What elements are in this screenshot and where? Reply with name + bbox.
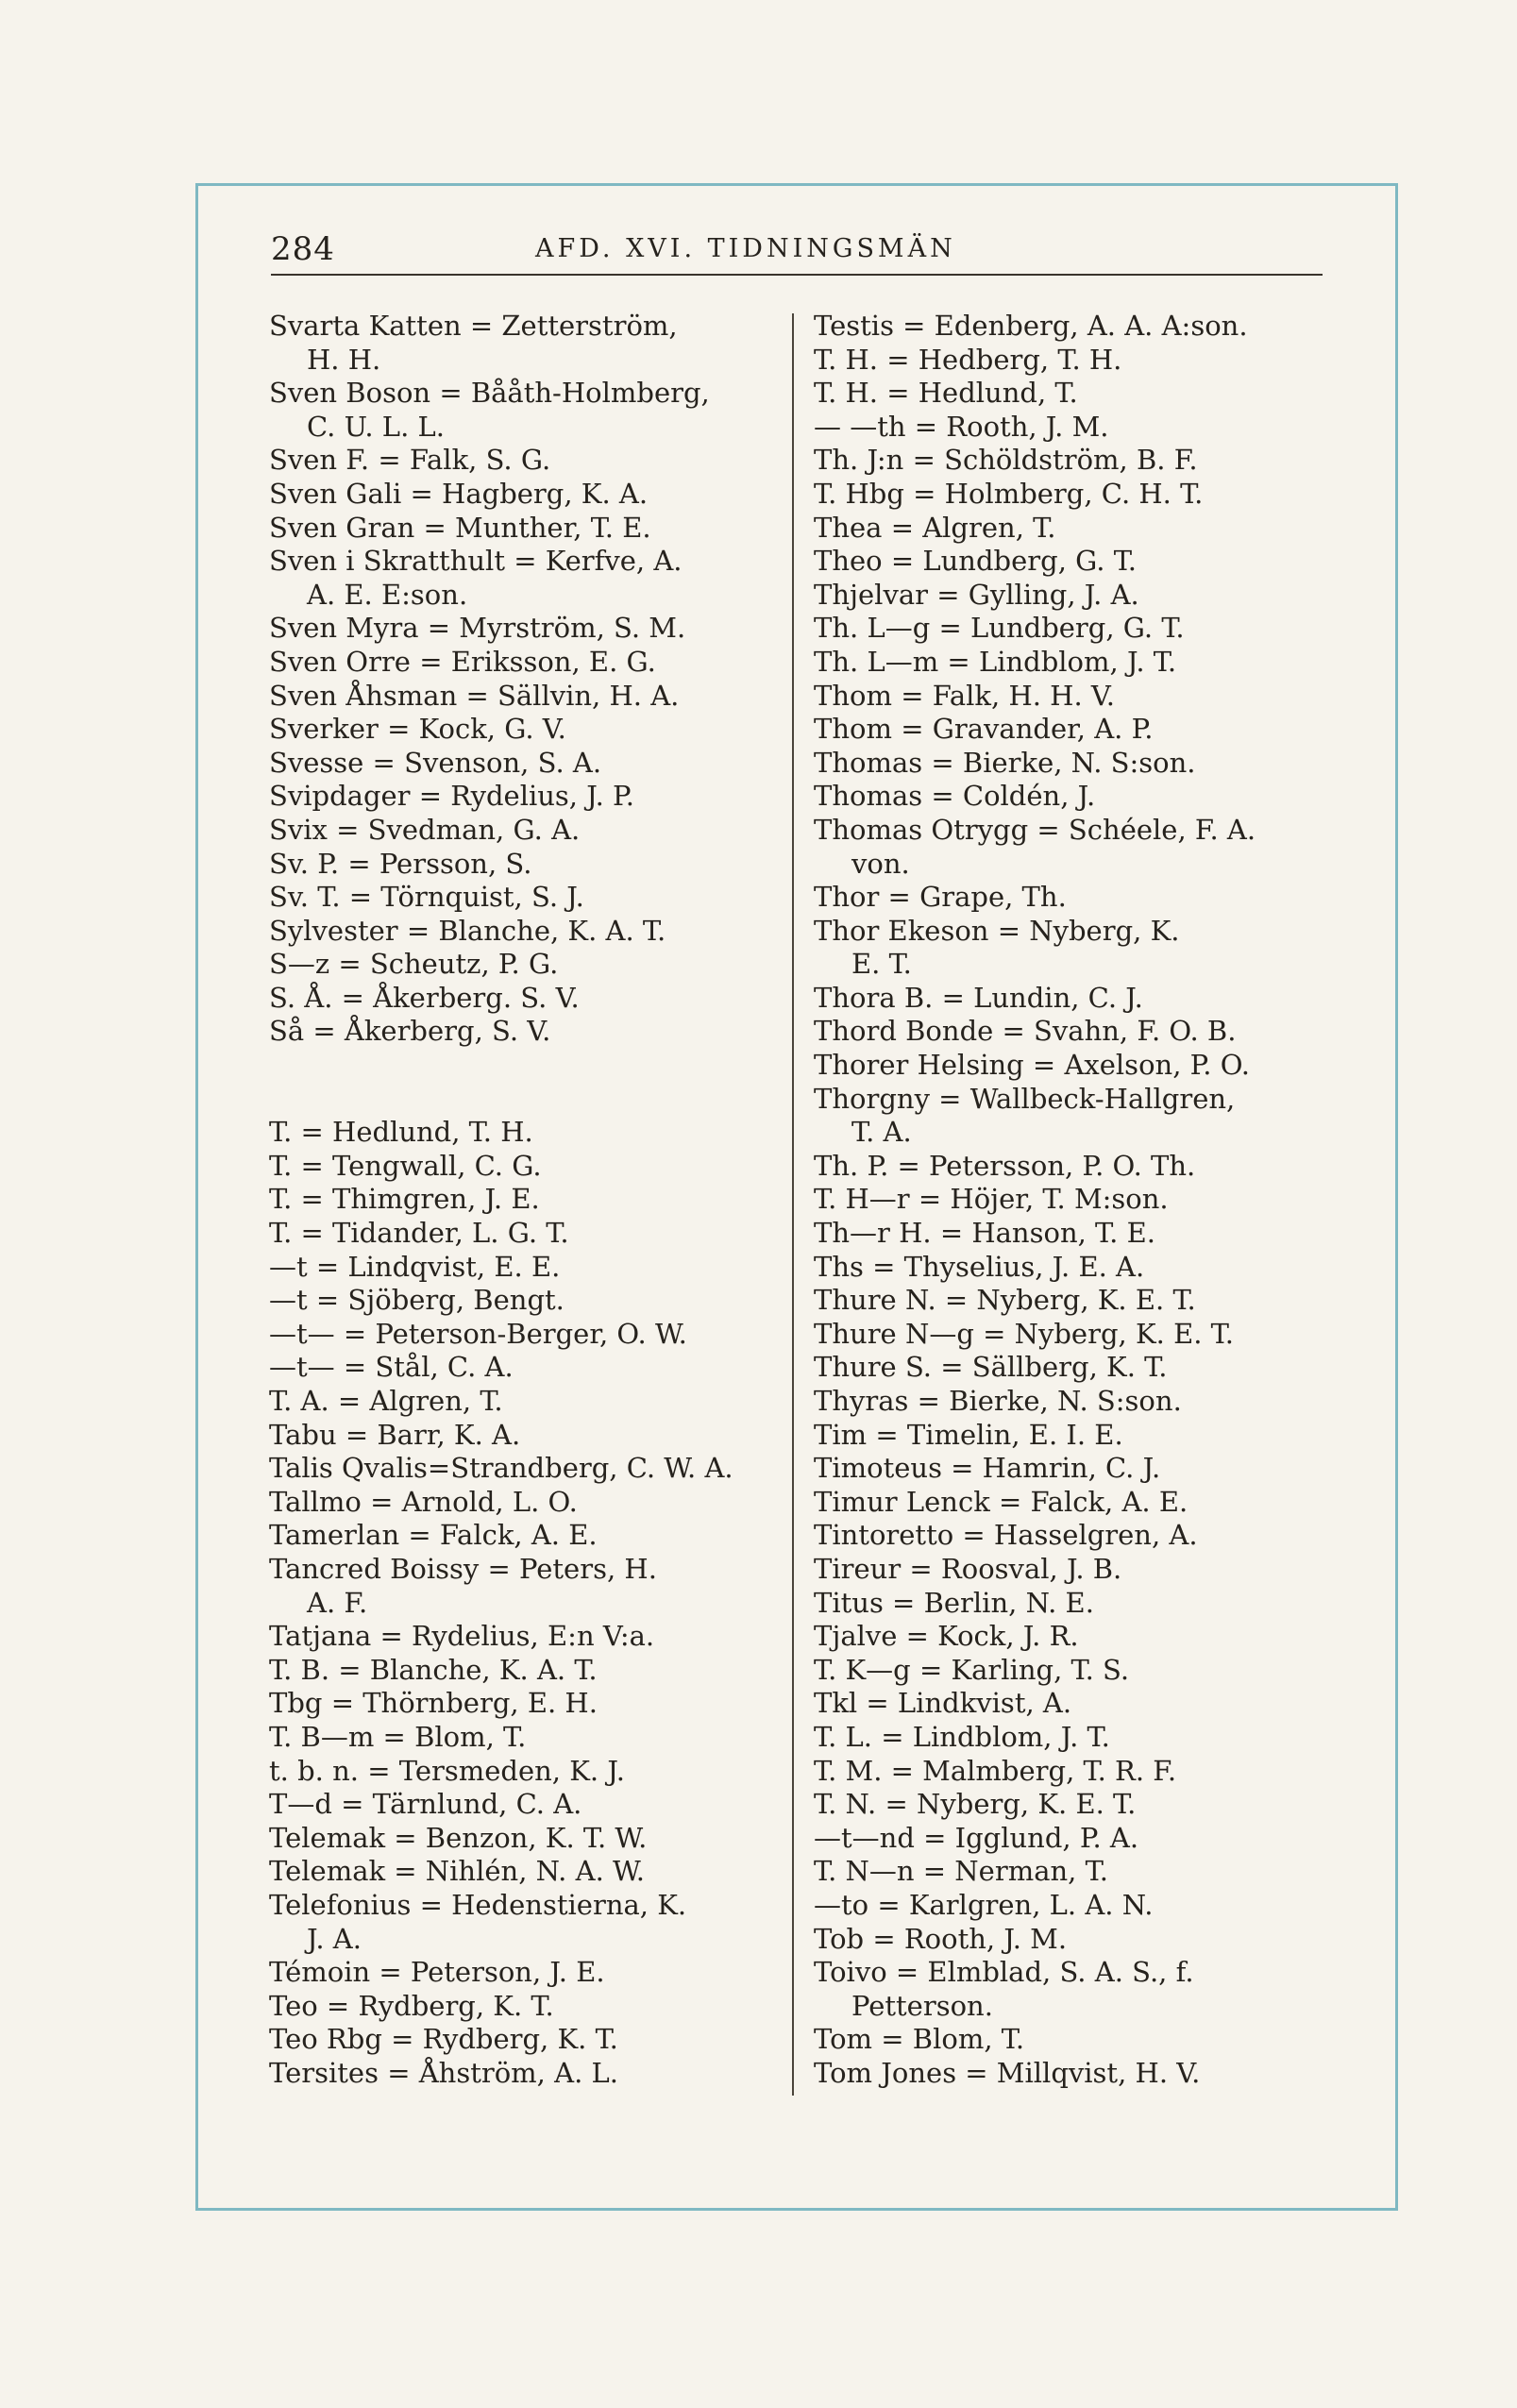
entry-line: T. K—g = Karling, T. S. [814,1653,1130,1686]
entry-line: Petterson. [851,1989,993,2022]
entry-line: Talis Qvalis=Strandberg, C. W. A. [269,1452,733,1485]
entry-line: —t = Lindqvist, E. E. [269,1250,561,1283]
entry-line: von. [851,847,910,880]
entry-line: T. B—m = Blom, T. [269,1720,527,1753]
running-head: AFD. XVI. TIDNINGSMÄN [535,234,956,263]
entry-line: T—d = Tärnlund, C. A. [269,1788,582,1821]
entry-line: Tkl = Lindkvist, A. [814,1687,1072,1720]
entry-line: Toivo = Elmblad, S. A. S., f. [814,1956,1194,1989]
entry-line: T. N. = Nyberg, K. E. T. [814,1788,1137,1821]
entry-line: Tom = Blom, T. [814,2023,1025,2056]
entry-line: —t— = Stål, C. A. [269,1351,514,1384]
entry-line: Sv. P. = Persson, S. [269,847,532,880]
entry-line: Thom = Gravander, A. P. [814,713,1154,746]
entry-line: t. b. n. = Tersmeden, K. J. [269,1754,625,1787]
entry-line: Tjalve = Kock, J. R. [814,1620,1079,1653]
entry-line: Tancred Boissy = Peters, H. [269,1552,657,1585]
entry-line: S—z = Scheutz, P. G. [269,948,559,981]
entry-line: Thom = Falk, H. H. V. [814,679,1115,712]
page-number: 284 [271,230,335,268]
entry-line: Th—r H. = Hanson, T. E. [814,1217,1155,1250]
entry-line: Sven Åhsman = Sällvin, H. A. [269,679,680,712]
entry-line: Thure S. = Sällberg, K. T. [814,1351,1168,1384]
entry-line: —t— = Peterson-Berger, O. W. [269,1317,687,1350]
right-column [814,310,1323,2090]
entry-line: Tim = Timelin, E. I. E. [814,1418,1123,1451]
section-gap [269,1049,779,1116]
entry-line: —t—nd = Igglund, P. A. [814,1821,1139,1854]
entry-line: Tersites = Åhström, A. L. [269,2056,618,2089]
entry-line: Tamerlan = Falck, A. E. [269,1519,598,1552]
entry-line: T. A. [851,1116,912,1149]
entry-line: T. N—n = Nerman, T. [814,1855,1108,1888]
entry-line: Sv. T. = Törnquist, S. J. [269,881,584,914]
entry-line: T. H. = Hedlund, T. [814,377,1078,410]
entry-line: H. H. [307,343,381,376]
entry-line: Sylvester = Blanche, K. A. T. [269,914,666,947]
entry-line: E. T. [851,948,912,981]
entry-line: A. F. [307,1586,368,1619]
entry-line: —t = Sjöberg, Bengt. [269,1284,565,1317]
entry-line: —to = Karlgren, L. A. N. [814,1888,1154,1921]
entry-line: Th. L—m = Lindblom, J. T. [814,645,1177,678]
entry-line: Thomas = Bierke, N. S:son. [814,746,1196,779]
entry-line: Tbg = Thörnberg, E. H. [269,1687,598,1720]
entry-line: Thea = Algren, T. [814,511,1056,544]
entry-line: Svipdager = Rydelius, J. P. [269,780,634,813]
entry-line: Thomas = Coldén, J. [814,780,1096,813]
entry-line: Thor = Grape, Th. [814,881,1067,914]
entry-line: Th. J:n = Schöldström, B. F. [814,444,1198,477]
entry-line: Sverker = Kock, G. V. [269,713,566,746]
entry-line: Telemak = Benzon, K. T. W. [269,1821,648,1854]
entry-line: Timur Lenck = Falck, A. E. [814,1485,1188,1518]
entry-line: S. Å. = Åkerberg. S. V. [269,981,580,1014]
entry-line: T. M. = Malmberg, T. R. F. [814,1754,1177,1787]
entry-line: Timoteus = Hamrin, C. J. [814,1452,1161,1485]
entry-line: Ths = Thyselius, J. E. A. [814,1250,1145,1283]
entry-line: — —th = Rooth, J. M. [814,410,1109,443]
entry-line: Sven Gran = Munther, T. E. [269,511,651,544]
entry-line: Thorer Helsing = Axelson, P. O. [814,1049,1251,1082]
entry-line: C. U. L. L. [307,410,445,443]
entry-line: T. A. = Algren, T. [269,1385,503,1417]
page-header [271,228,1323,276]
entry-line: Thord Bonde = Svahn, F. O. B. [814,1015,1237,1048]
column-divider [792,313,794,2096]
entry-line: T. L. = Lindblom, J. T. [814,1720,1110,1753]
entry-line: Sven Gali = Hagberg, K. A. [269,477,649,510]
entry-line: Th. L—g = Lundberg, G. T. [814,612,1185,645]
entry-line: Titus = Berlin, N. E. [814,1586,1094,1619]
entry-line: Tob = Rooth, J. M. [814,1922,1068,1955]
entry-line: Telefonius = Hedenstierna, K. [269,1888,687,1921]
left-column [269,310,779,2090]
entry-line: Sven i Skratthult = Kerfve, A. [269,545,683,578]
entry-line: Theo = Lundberg, G. T. [814,545,1138,578]
entry-line: T. H—r = Höjer, T. M:son. [814,1183,1169,1216]
entry-line: Thure N. = Nyberg, K. E. T. [814,1284,1196,1317]
entry-line: Sven F. = Falk, S. G. [269,444,551,477]
entry-line: Tallmo = Arnold, L. O. [269,1485,578,1518]
entry-line: T. = Hedlund, T. H. [269,1116,533,1149]
entry-line: Thyras = Bierke, N. S:son. [814,1385,1182,1417]
entry-line: T. = Tengwall, C. G. [269,1149,542,1182]
entry-line: Thjelvar = Gylling, J. A. [814,578,1139,611]
entry-line: Tom Jones = Millqvist, H. V. [814,2056,1201,2089]
entry-line: A. E. E:son. [307,578,468,611]
entry-line: T. = Tidander, L. G. T. [269,1217,569,1250]
entry-line: J. A. [307,1922,362,1955]
entry-line: Thor Ekeson = Nyberg, K. [814,914,1180,947]
entry-line: Teo Rbg = Rydberg, K. T. [269,2023,618,2056]
entry-line: Svarta Katten = Zetterström, [269,310,678,342]
entry-line: Th. P. = Petersson, P. O. Th. [814,1149,1196,1182]
entry-line: Thorgny = Wallbeck-Hallgren, [814,1082,1236,1115]
entry-line: Tatjana = Rydelius, E:n V:a. [269,1620,655,1653]
entry-line: T. B. = Blanche, K. A. T. [269,1653,598,1686]
entry-line: Tintoretto = Hasselgren, A. [814,1519,1198,1552]
entry-line: Témoin = Peterson, J. E. [269,1956,605,1989]
entry-line: Thure N—g = Nyberg, K. E. T. [814,1317,1234,1350]
entry-line: Thomas Otrygg = Schéele, F. A. [814,813,1256,846]
entry-line: Svix = Svedman, G. A. [269,813,581,846]
entry-line: Thora B. = Lundin, C. J. [814,981,1143,1014]
entry-line: T. Hbg = Holmberg, C. H. T. [814,477,1204,510]
entry-line: Sven Myra = Myrström, S. M. [269,612,686,645]
entry-line: Telemak = Nihlén, N. A. W. [269,1855,645,1888]
entry-line: Svesse = Svenson, S. A. [269,746,602,779]
entry-line: Tabu = Barr, K. A. [269,1418,521,1451]
entry-line: Testis = Edenberg, A. A. A:son. [814,310,1248,342]
entry-line: Tireur = Roosval, J. B. [814,1552,1122,1585]
entry-line: Sven Orre = Eriksson, E. G. [269,645,656,678]
entry-line: T. H. = Hedberg, T. H. [814,343,1122,376]
entry-line: T. = Thimgren, J. E. [269,1183,540,1216]
entry-line: Teo = Rydberg, K. T. [269,1989,554,2022]
entry-line: Sven Boson = Bååth-Holmberg, [269,377,710,410]
entry-line: Så = Åkerberg, S. V. [269,1015,551,1048]
